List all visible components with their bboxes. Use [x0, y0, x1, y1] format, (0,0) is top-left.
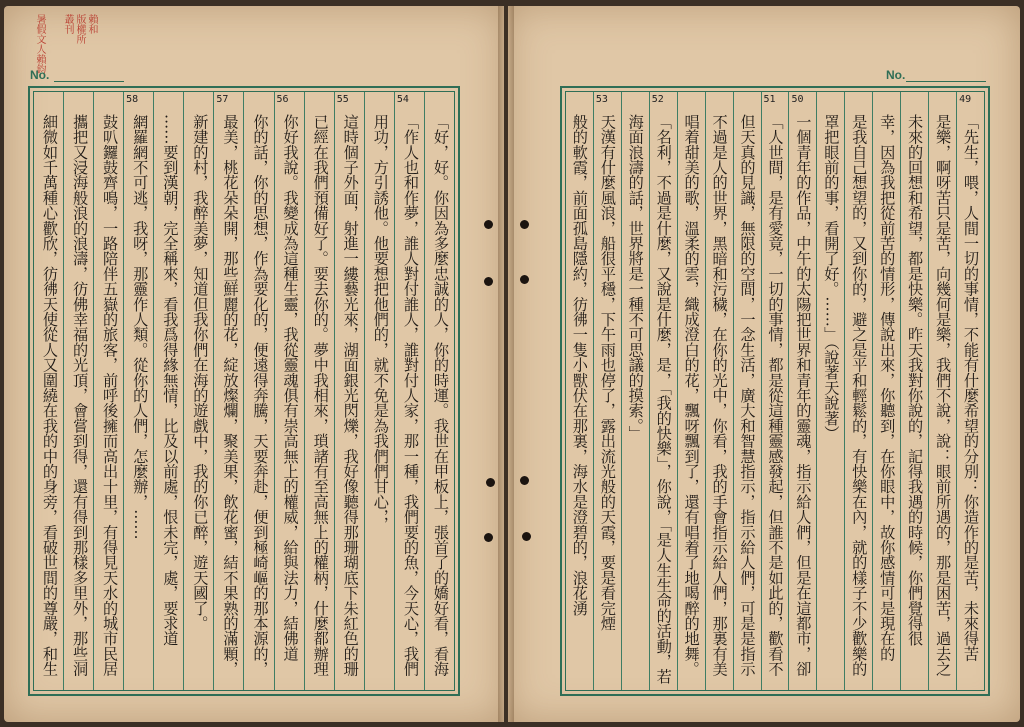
seal-stamp-4: 賴和: [86, 14, 97, 34]
paragraph-number: 58: [126, 94, 139, 105]
binding-hole: [484, 533, 493, 542]
handwritten-line: 這時個子外面，射進一縷藝光來，湖面銀光閃爍，我好像聽得那珊瑚底下朱紅色的珊: [341, 114, 360, 677]
handwritten-line: 「人世間，是有愛竟，一切的事情，都是從這種靈感發起，但誰不是如此的，歡看不: [766, 114, 785, 677]
manuscript-column: [424, 92, 454, 690]
handwritten-line: 般的軟霞，前面孤島隱約，彷彿一隻小獸伏在那裏，海水是澄碧的，浪花湧: [570, 114, 589, 616]
manuscript-column: [928, 92, 956, 690]
paragraph-number: 55: [336, 94, 349, 105]
page-number-line: [54, 81, 124, 82]
manuscript-column: [34, 92, 63, 690]
handwritten-line: 網羅網不可逃，我呀，那靈作人類。從你的人們，怎麼辦，……: [131, 114, 150, 540]
handwritten-line: 攜把又浸海般浪的浪濤，彷佛幸福的光頂，會嘗到得，還有得到那樣多里外，那些洞: [71, 114, 90, 677]
handwritten-line: 罩把眼前的事，看開了好。……」（說著天說著）: [822, 114, 841, 441]
page-number-label: No.: [886, 68, 906, 82]
handwritten-line: 「作人也和作夢，誰人對付誰人，誰對付人家，那一種，我們要的魚，今天心，我們: [401, 114, 420, 677]
handwritten-line: 已經在我們預備好了。要去你的。夢中我相來，瑣諸有至高無上的權柄，什麼都辦理: [311, 114, 330, 677]
binding-hole: [522, 532, 531, 541]
handwritten-line: 未來的回想和希望，都是快樂。昨天我對你說的，記得我遇的時候，你們覺得很: [906, 114, 925, 646]
manuscript-column: [621, 92, 649, 690]
manuscript-grid-left: [28, 86, 460, 696]
manuscript-column: [334, 92, 364, 690]
handwritten-line: 鼓叭鑼鼓齊鳴，一路陪伴五嶽的旅客，前呼後擁而高出十里，有得見天水的城市民居: [101, 114, 120, 677]
paragraph-number: 54: [396, 94, 409, 105]
manuscript-column: [593, 92, 621, 690]
manuscript-column: [956, 92, 984, 690]
manuscript-column: [364, 92, 394, 690]
handwritten-line: 「好，好。你因為多麼忠誠的人，你的時運。我世在甲板上，張首了的嬌好看，看海: [432, 114, 450, 677]
manuscript-column: [705, 92, 733, 690]
handwritten-line: 海面浪濤的話，世界將是一種不可思議的摸索。」: [626, 114, 645, 441]
paragraph-number: 52: [651, 94, 664, 105]
handwritten-line: 細微如千萬種心歡欣，彷彿天使從人又圍繞在我的中的身旁，看破世間的尊嚴，和生: [40, 114, 59, 677]
manuscript-column: [900, 92, 928, 690]
column-list: [566, 92, 984, 690]
manuscript-column: [677, 92, 705, 690]
seal-stamp-1: 暑假文人賴鈞: [34, 14, 45, 74]
paragraph-number: 56: [276, 94, 289, 105]
handwritten-line: 是我自己想望的，又到你的，避之是平和輕鬆的，有快樂在內，就的樣子不少歡樂的: [850, 114, 869, 677]
handwritten-line: 但天真的見識，無限的空間，一念生活，廣大和智慧指示，指示給人們，可是是指示: [738, 114, 757, 677]
page-number-line: [906, 81, 986, 82]
binding-hole: [520, 476, 529, 485]
page-number-label: No.: [30, 68, 50, 82]
handwritten-line: 最美，桃花朵朵開，那些鮮麗的花，綻放燦爛，聚美果，飲花蜜，結不果熟的滿顆，: [221, 114, 240, 677]
handwritten-line: 你的話，你的思想，作為要化的，便遠得奔騰，天要奔赴，便到極崎嶇的那本源的，: [251, 114, 270, 677]
manuscript-column: [788, 92, 816, 690]
manuscript-column: [872, 92, 900, 690]
manuscript-column: [844, 92, 872, 690]
manuscript-column: [183, 92, 213, 690]
manuscript-column: [304, 92, 334, 690]
manuscript-column: [566, 92, 593, 690]
binding-hole: [484, 277, 493, 286]
seal-stamp-2: 叢刊: [62, 14, 73, 34]
column-list: [34, 92, 454, 690]
handwritten-line: 「名利，不過是什麼，又說是什麼，是，「我的快樂」，你說，「是人生生命的活動，若: [654, 114, 673, 684]
handwritten-line: 用功，方引誘他。他要想把他們的，就不免是為我們們甘心，，: [371, 114, 390, 532]
seal-stamp-3: 版權所: [74, 14, 85, 44]
handwritten-line: 唱着甜美的歌，溫柔的雲，織成澄白的花，飄呀飄到了，還有唱着了地喝醉的地舞。: [682, 114, 701, 677]
handwritten-line: 幸，因為我把從前苦的情形，傳說出來，你聽到，在你眼中，故你感情可是現在的: [878, 114, 897, 662]
handwritten-line: 新建的村，我醉美夢，知道但我你們在海的遊戲中，我的你已醉，遊天國了。: [191, 114, 210, 631]
handwritten-line: 你好我說。我變成為這種生靈，我從靈魂俱有崇高無上的權威，給與法力，結佛道: [281, 114, 300, 662]
manuscript-column: [123, 92, 153, 690]
handwritten-line: 「先生，喂，人間一切的事情，不能有什麼希望的分別：你造作的是苦，未來得苦: [962, 114, 980, 662]
manuscript-column: [274, 92, 304, 690]
handwritten-line: 天漢有什麼風浪，船很平穩，下午雨也停了，露出流光般的天霞，要是看完煙: [598, 114, 617, 631]
manuscript-column: [733, 92, 761, 690]
paragraph-number: 53: [595, 94, 608, 105]
binding-hole: [484, 220, 493, 229]
handwritten-line: 一個青年的作品，中午的太陽把世界和青年的靈魂，指示給人們，但是在這都市，卻: [794, 114, 813, 677]
manuscript-grid-right: [560, 86, 990, 696]
binding-hole: [520, 220, 529, 229]
binding-gutter: [498, 6, 514, 722]
binding-hole: [486, 478, 495, 487]
left-page: [4, 6, 504, 722]
manuscript-column: [816, 92, 844, 690]
handwritten-line: 不過是人的世界，黑暗和污穢，在你的光中，你看，我的手會指示給人們，那裏有美: [710, 114, 729, 677]
manuscript-column: [93, 92, 123, 690]
paragraph-number: 51: [763, 94, 776, 105]
paragraph-number: 57: [216, 94, 229, 105]
manuscript-column: [243, 92, 273, 690]
manuscript-column: [761, 92, 789, 690]
binding-hole: [520, 275, 529, 284]
manuscript-column: [63, 92, 93, 690]
right-page: [508, 6, 1020, 722]
handwritten-line: ……要到漢朝，完全稱來，看我爲得緣無情，比及以前處，恨未完，處，要求道: [161, 114, 180, 646]
manuscript-column: [153, 92, 183, 690]
manuscript-column: [213, 92, 243, 690]
paragraph-number: 50: [791, 94, 804, 105]
paragraph-number: 49: [959, 94, 972, 105]
manuscript-column: [649, 92, 677, 690]
manuscript-column: [394, 92, 424, 690]
handwritten-line: 是樂，啊呀苦只是苦，向幾何是樂，我們不說，說：眼前所遇的，那是困苦，過去之: [934, 114, 953, 677]
